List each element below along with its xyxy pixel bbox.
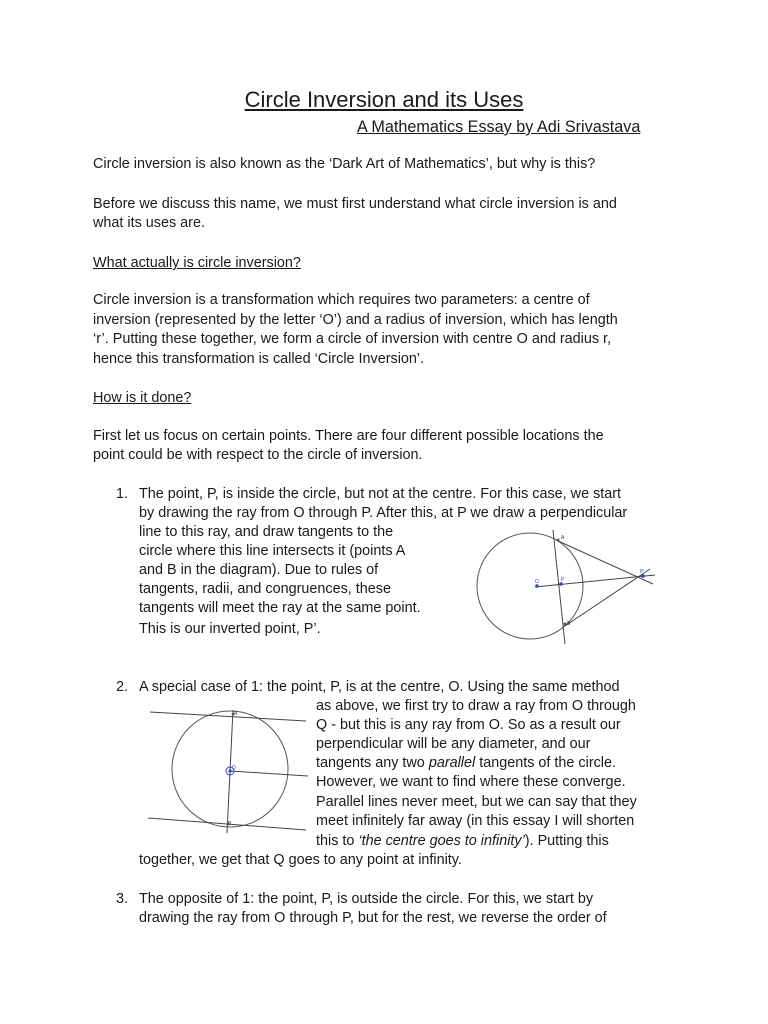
list-number: 3.	[116, 891, 129, 907]
list-number: 2.	[116, 679, 129, 695]
label-o: O	[232, 765, 236, 771]
item2-line: this to ‘the centre goes to infinity’). Putting this	[316, 833, 609, 849]
item2-line: tangents any two parallel tangents of the circle.	[316, 755, 617, 771]
definition-line: hence this transformation is called ‘Circle Inversion’.	[93, 351, 425, 367]
page-title: Circle Inversion and its Uses	[244, 87, 524, 112]
intro-line: Before we discuss this name, we must first understand what circle inversion is and	[93, 196, 617, 212]
point-a	[557, 539, 560, 542]
emphasis-centre-infinity: ‘the centre goes to infinity’	[358, 833, 525, 849]
label-b: B	[228, 821, 232, 827]
intro-line: what its uses are.	[93, 215, 205, 231]
item1-line: circle where this line intersects it (points A	[139, 543, 406, 559]
points-intro-line: First let us focus on certain points. There are four different possible locations the	[93, 428, 604, 444]
points-intro-line: point could be with respect to the circle of inversion.	[93, 447, 423, 463]
tangent-top	[150, 712, 306, 721]
definition-line: inversion (represented by the letter ‘O’) and a radius of inversion, which has length	[93, 312, 618, 328]
item1-line: by drawing the ray from O through P. After this, at P we draw a perpendicular	[139, 505, 628, 521]
item3-line: The opposite of 1: the point, P, is outside the circle. For this, we start by	[139, 891, 594, 907]
tangent-a	[556, 540, 653, 584]
section-heading-what: What actually is circle inversion?	[93, 255, 301, 271]
ray-o-q	[230, 771, 308, 776]
page-subtitle: A Mathematics Essay by Adi Srivastava	[357, 118, 641, 136]
label-a: A	[234, 711, 238, 717]
item2-line: perpendicular will be any diameter, and our	[316, 736, 591, 752]
item1-line: line to this ray, and draw tangents to the	[139, 524, 394, 540]
tangent-b	[565, 569, 650, 626]
item1-line: The point, P, is inside the circle, but not at the centre. For this case, we start	[139, 486, 622, 502]
item1-line: tangents, radii, and congruences, these	[139, 581, 392, 597]
emphasis-parallel: parallel	[428, 755, 476, 771]
figure-inside-point	[455, 528, 665, 646]
label-p: P	[561, 577, 565, 583]
label-o: O	[535, 579, 539, 585]
item2-line: as above, we first try to draw a ray from O through	[316, 698, 636, 714]
section-heading-how: How is it done?	[93, 390, 192, 406]
item2-line: A special case of 1: the point, P, is at the centre, O. Using the same method	[139, 679, 620, 695]
item2-line: meet infinitely far away (in this essay I will shorten	[316, 813, 635, 829]
item2-line: together, we get that Q goes to any point at infinity.	[139, 852, 462, 868]
list-number: 1.	[116, 486, 129, 502]
intro-line: Circle inversion is also known as the ‘Dark Art of Mathematics’, but why is this?	[93, 156, 596, 172]
figure-centre-point	[144, 704, 310, 836]
item2-line: However, we want to find where these converge.	[316, 774, 626, 790]
item2-line: Q - but this is any ray from O. So as a result our	[316, 717, 621, 733]
definition-line: Circle inversion is a transformation which requires two parameters: a centre of	[93, 292, 590, 308]
item1-line: This is our inverted point, P’.	[139, 621, 321, 637]
item1-line: and B in the diagram). Due to rules of	[139, 562, 379, 578]
perpendicular-line	[553, 530, 565, 644]
label-p-prime: P'	[640, 569, 645, 575]
definition-line: ‘r’. Putting these together, we form a circle of inversion with centre O and radius r,	[93, 331, 612, 347]
label-b: B	[567, 621, 571, 627]
item1-line: tangents will meet the ray at the same point.	[139, 600, 421, 616]
item3-line: drawing the ray from O through P, but for the rest, we reverse the order of	[139, 910, 607, 926]
item2-line: Parallel lines never meet, but we can say that they	[316, 794, 637, 810]
label-a: A	[561, 535, 565, 541]
